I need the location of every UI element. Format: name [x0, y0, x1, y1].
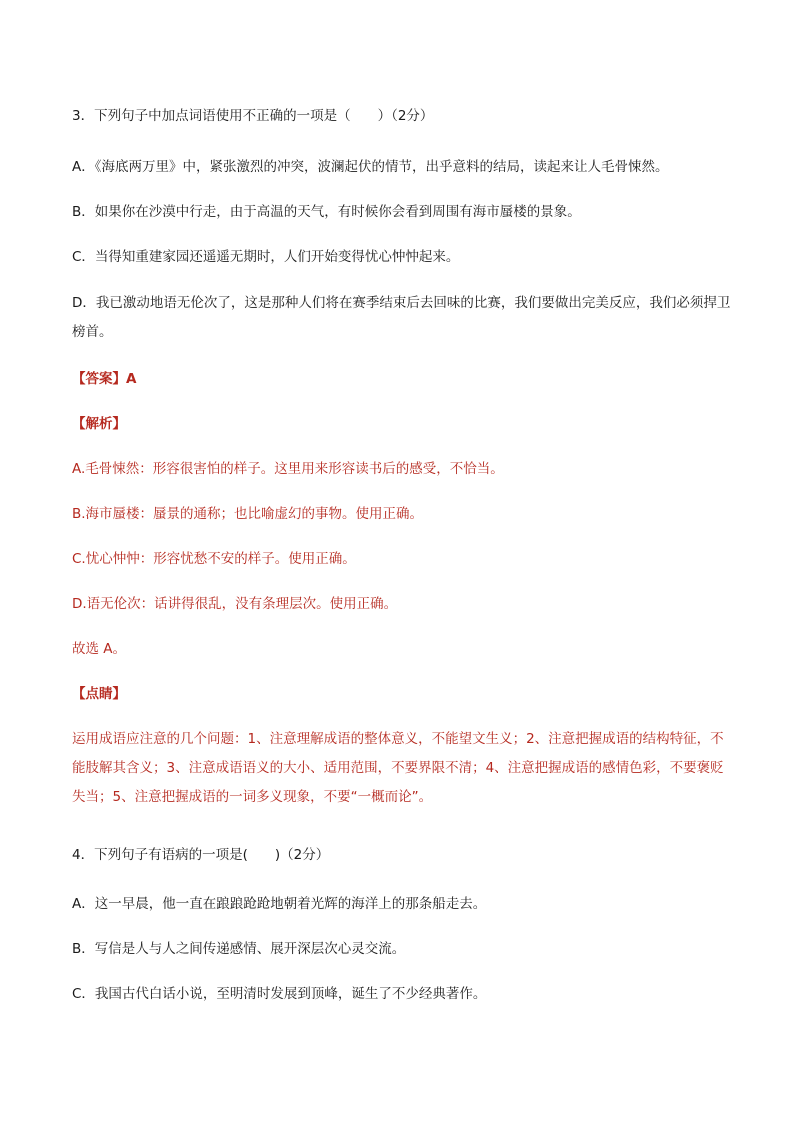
question-3-option-d: D．我已激动地语无伦次了，这是那种人们将在赛季结束后去回味的比赛，我们要做出完美反应，我们必须捍卫榜首。 [72, 295, 731, 340]
analysis-conclusion: 故选 A。 [72, 641, 127, 657]
question-3-option-b: B．如果你在沙漠中行走，由于高温的天气，有时候你会看到周围有海市蜃楼的景象。 [72, 204, 581, 220]
question-3-stem: 3．下列句子中加点词语使用不正确的一项是（ ）（2分） [72, 108, 434, 124]
question-4-option-a: A．这一早晨，他一直在踉踉跄跄地朝着光辉的海洋上的那条船走去。 [72, 896, 487, 912]
analysis-item-a: A.毛骨悚然：形容很害怕的样子。这里用来形容读书后的感受，不恰当。 [72, 461, 504, 477]
analysis-item-c: C.忧心忡忡：形容忧愁不安的样子。使用正确。 [72, 551, 356, 567]
question-4-option-b: B．写信是人与人之间传递感情、展开深层次心灵交流。 [72, 941, 406, 957]
answer-value: A [126, 371, 137, 387]
question-3-option-c: C．当得知重建家园还遥遥无期时，人们开始变得忧心忡忡起来。 [72, 249, 460, 265]
comment-text: 运用成语应注意的几个问题：1、注意理解成语的整体意义，不能望文生义；2、注意把握成语的结构特征，不能肢解其含义；3、注意成语语义的大小、适用范围，不要界限不清；4、注意把握成语的感情色彩，不要褒贬失当；5、注意把握成语的一词多义现象，不要“一概而论”。 [72, 731, 724, 805]
question-4-option-c: C．我国古代白话小说，至明清时发展到顶峰，诞生了不少经典著作。 [72, 986, 487, 1002]
analysis-item-b: B.海市蜃楼：蜃景的通称；也比喻虚幻的事物。使用正确。 [72, 506, 424, 522]
analysis-label: 【解析】 [72, 416, 126, 432]
answer-label: 【答案】 [72, 371, 126, 387]
analysis-item-d: D.语无伦次：话讲得很乱，没有条理层次。使用正确。 [72, 596, 398, 612]
answer-line [72, 369, 732, 389]
question-3-option-a: A．《海底两万里》中，紧张激烈的冲突，波澜起伏的情节，出乎意料的结局，读起来让人毛骨悚然。 [72, 159, 669, 175]
question-4-stem: 4．下列句子有语病的一项是( )（2分） [72, 847, 330, 863]
comment-label: 【点睛】 [72, 686, 126, 702]
